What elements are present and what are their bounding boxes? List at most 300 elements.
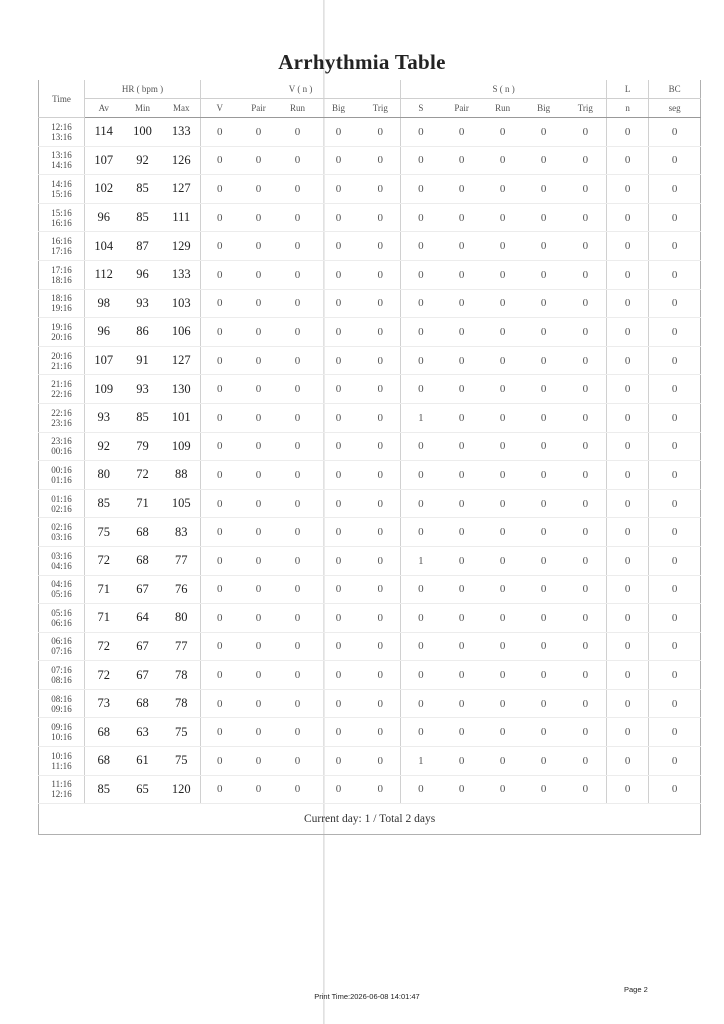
value-cell: 0 <box>201 403 239 432</box>
value-cell: 0 <box>361 260 401 289</box>
value-cell: 93 <box>85 403 123 432</box>
value-cell: 129 <box>163 232 201 261</box>
value-cell: 78 <box>163 689 201 718</box>
value-cell: 0 <box>279 604 317 633</box>
time-start: 22:16 <box>51 407 72 418</box>
value-cell: 0 <box>239 546 279 575</box>
value-cell: 0 <box>441 375 483 404</box>
time-end: 09:16 <box>51 703 72 714</box>
value-cell: 0 <box>649 232 701 261</box>
value-cell: 0 <box>607 203 649 232</box>
time-end: 10:16 <box>51 732 72 743</box>
value-cell: 0 <box>483 518 523 547</box>
subheader-av-0: Av <box>85 99 123 118</box>
time-range-cell <box>39 318 85 347</box>
value-cell: 0 <box>649 375 701 404</box>
value-cell: 112 <box>85 260 123 289</box>
time-range-cell <box>39 375 85 404</box>
value-cell: 0 <box>201 118 239 147</box>
value-cell: 0 <box>523 546 565 575</box>
value-cell: 0 <box>361 546 401 575</box>
time-start: 21:16 <box>51 379 72 390</box>
table-row <box>39 403 701 432</box>
time-start: 08:16 <box>51 693 72 704</box>
value-cell: 0 <box>401 432 441 461</box>
value-cell: 92 <box>123 146 163 175</box>
value-cell: 0 <box>523 118 565 147</box>
value-cell: 1 <box>401 546 441 575</box>
value-cell: 0 <box>279 689 317 718</box>
value-cell: 0 <box>565 432 607 461</box>
value-cell: 76 <box>163 575 201 604</box>
value-cell: 0 <box>649 546 701 575</box>
time-range-cell <box>39 232 85 261</box>
value-cell: 0 <box>483 289 523 318</box>
value-cell: 0 <box>317 403 361 432</box>
value-cell: 0 <box>565 575 607 604</box>
value-cell: 0 <box>523 260 565 289</box>
time-start: 11:16 <box>51 779 72 790</box>
value-cell: 0 <box>523 318 565 347</box>
value-cell: 0 <box>441 203 483 232</box>
time-range-cell <box>39 575 85 604</box>
value-cell: 92 <box>85 432 123 461</box>
value-cell: 130 <box>163 375 201 404</box>
value-cell: 0 <box>401 632 441 661</box>
table-header <box>39 80 701 118</box>
value-cell: 73 <box>85 689 123 718</box>
value-cell: 0 <box>483 346 523 375</box>
value-cell: 0 <box>317 232 361 261</box>
value-cell: 96 <box>85 318 123 347</box>
value-cell: 0 <box>607 118 649 147</box>
table-row <box>39 432 701 461</box>
value-cell: 88 <box>163 461 201 490</box>
value-cell: 0 <box>361 318 401 347</box>
value-cell: 0 <box>401 604 441 633</box>
time-range-cell <box>39 747 85 776</box>
value-cell: 83 <box>163 518 201 547</box>
time-start: 19:16 <box>51 321 72 332</box>
value-cell: 0 <box>607 232 649 261</box>
value-cell: 0 <box>441 747 483 776</box>
value-cell: 0 <box>565 232 607 261</box>
value-cell: 0 <box>607 432 649 461</box>
value-cell: 0 <box>523 232 565 261</box>
value-cell: 0 <box>401 375 441 404</box>
time-start: 05:16 <box>51 607 72 618</box>
header-bc-group: BC <box>649 80 701 99</box>
value-cell: 0 <box>239 175 279 204</box>
value-cell: 75 <box>85 518 123 547</box>
time-end: 07:16 <box>51 646 72 657</box>
value-cell: 0 <box>239 747 279 776</box>
table-row <box>39 661 701 690</box>
time-start: 16:16 <box>51 236 72 247</box>
time-range-cell <box>39 118 85 147</box>
value-cell: 0 <box>483 489 523 518</box>
table-row <box>39 232 701 261</box>
value-cell: 0 <box>201 461 239 490</box>
value-cell: 0 <box>201 375 239 404</box>
value-cell: 0 <box>401 260 441 289</box>
value-cell: 0 <box>607 775 649 804</box>
value-cell: 0 <box>565 489 607 518</box>
value-cell: 0 <box>239 203 279 232</box>
time-end: 20:16 <box>51 331 72 342</box>
value-cell: 0 <box>565 747 607 776</box>
value-cell: 0 <box>483 432 523 461</box>
time-end: 17:16 <box>51 246 72 257</box>
time-end: 11:16 <box>51 760 72 771</box>
value-cell: 0 <box>239 632 279 661</box>
value-cell: 0 <box>565 118 607 147</box>
value-cell: 64 <box>123 604 163 633</box>
value-cell: 91 <box>123 346 163 375</box>
time-range-cell <box>39 546 85 575</box>
table-row <box>39 718 701 747</box>
value-cell: 1 <box>401 747 441 776</box>
time-range-cell <box>39 632 85 661</box>
table-row <box>39 604 701 633</box>
value-cell: 0 <box>607 747 649 776</box>
value-cell: 0 <box>523 775 565 804</box>
value-cell: 0 <box>607 146 649 175</box>
value-cell: 0 <box>361 289 401 318</box>
value-cell: 0 <box>279 318 317 347</box>
value-cell: 0 <box>361 632 401 661</box>
time-range-cell <box>39 461 85 490</box>
table-row <box>39 289 701 318</box>
value-cell: 0 <box>483 203 523 232</box>
subheader-s-8: S <box>401 99 441 118</box>
value-cell: 0 <box>607 375 649 404</box>
time-end: 06:16 <box>51 617 72 628</box>
value-cell: 0 <box>317 604 361 633</box>
value-cell: 0 <box>201 747 239 776</box>
value-cell: 72 <box>123 461 163 490</box>
value-cell: 0 <box>279 775 317 804</box>
value-cell: 0 <box>361 346 401 375</box>
value-cell: 0 <box>649 260 701 289</box>
value-cell: 0 <box>279 289 317 318</box>
table-row <box>39 146 701 175</box>
value-cell: 0 <box>361 146 401 175</box>
page-title: Arrhythmia Table <box>278 50 446 74</box>
time-end: 12:16 <box>51 789 72 800</box>
value-cell: 77 <box>163 632 201 661</box>
value-cell: 0 <box>317 489 361 518</box>
value-cell: 0 <box>565 604 607 633</box>
value-cell: 0 <box>401 689 441 718</box>
value-cell: 0 <box>441 403 483 432</box>
time-end: 04:16 <box>51 560 72 571</box>
table-row <box>39 747 701 776</box>
value-cell: 0 <box>483 118 523 147</box>
time-end: 15:16 <box>51 188 72 199</box>
value-cell: 0 <box>317 747 361 776</box>
value-cell: 0 <box>401 289 441 318</box>
value-cell: 0 <box>441 175 483 204</box>
value-cell: 0 <box>565 203 607 232</box>
value-cell: 0 <box>649 518 701 547</box>
value-cell: 0 <box>523 747 565 776</box>
value-cell: 98 <box>85 289 123 318</box>
value-cell: 0 <box>361 203 401 232</box>
value-cell: 0 <box>201 604 239 633</box>
value-cell: 0 <box>441 260 483 289</box>
value-cell: 0 <box>401 718 441 747</box>
table-row <box>39 203 701 232</box>
value-cell: 86 <box>123 318 163 347</box>
table-row <box>39 260 701 289</box>
value-cell: 0 <box>279 518 317 547</box>
time-range-cell <box>39 775 85 804</box>
value-cell: 0 <box>401 175 441 204</box>
value-cell: 0 <box>279 546 317 575</box>
value-cell: 75 <box>163 718 201 747</box>
value-cell: 104 <box>85 232 123 261</box>
value-cell: 0 <box>565 260 607 289</box>
value-cell: 0 <box>361 518 401 547</box>
value-cell: 0 <box>317 203 361 232</box>
value-cell: 0 <box>607 604 649 633</box>
value-cell: 93 <box>123 289 163 318</box>
value-cell: 0 <box>649 489 701 518</box>
value-cell: 0 <box>523 432 565 461</box>
value-cell: 0 <box>239 775 279 804</box>
value-cell: 0 <box>401 346 441 375</box>
value-cell: 111 <box>163 203 201 232</box>
value-cell: 0 <box>441 661 483 690</box>
value-cell: 0 <box>279 747 317 776</box>
value-cell: 67 <box>123 632 163 661</box>
value-cell: 0 <box>317 346 361 375</box>
value-cell: 0 <box>317 318 361 347</box>
value-cell: 72 <box>85 632 123 661</box>
value-cell: 0 <box>649 118 701 147</box>
value-cell: 0 <box>317 575 361 604</box>
time-start: 13:16 <box>51 150 72 161</box>
value-cell: 0 <box>239 318 279 347</box>
value-cell: 0 <box>201 489 239 518</box>
value-cell: 0 <box>565 289 607 318</box>
value-cell: 0 <box>483 146 523 175</box>
value-cell: 0 <box>317 661 361 690</box>
table-row <box>39 546 701 575</box>
value-cell: 0 <box>607 661 649 690</box>
value-cell: 0 <box>607 461 649 490</box>
value-cell: 109 <box>85 375 123 404</box>
value-cell: 0 <box>441 318 483 347</box>
value-cell: 0 <box>201 346 239 375</box>
value-cell: 63 <box>123 718 163 747</box>
value-cell: 0 <box>565 461 607 490</box>
value-cell: 0 <box>317 461 361 490</box>
value-cell: 0 <box>649 604 701 633</box>
value-cell: 0 <box>279 661 317 690</box>
value-cell: 0 <box>401 775 441 804</box>
value-cell: 93 <box>123 375 163 404</box>
value-cell: 0 <box>239 232 279 261</box>
subheader-run-10: Run <box>483 99 523 118</box>
value-cell: 0 <box>361 403 401 432</box>
value-cell: 0 <box>523 461 565 490</box>
header-l-group: L <box>607 80 649 99</box>
time-start: 17:16 <box>51 264 72 275</box>
value-cell: 0 <box>607 575 649 604</box>
time-start: 00:16 <box>51 464 72 475</box>
value-cell: 0 <box>279 232 317 261</box>
time-end: 22:16 <box>51 389 72 400</box>
value-cell: 72 <box>85 546 123 575</box>
time-end: 21:16 <box>51 360 72 371</box>
value-cell: 0 <box>279 146 317 175</box>
value-cell: 0 <box>441 118 483 147</box>
value-cell: 0 <box>361 118 401 147</box>
value-cell: 0 <box>565 146 607 175</box>
table-row <box>39 489 701 518</box>
value-cell: 0 <box>201 289 239 318</box>
time-range-cell <box>39 203 85 232</box>
header-s-group: S ( n ) <box>401 80 607 99</box>
value-cell: 0 <box>201 203 239 232</box>
value-cell: 65 <box>123 775 163 804</box>
value-cell: 0 <box>201 775 239 804</box>
time-range-cell <box>39 518 85 547</box>
value-cell: 0 <box>649 632 701 661</box>
table-row <box>39 346 701 375</box>
value-cell: 0 <box>441 604 483 633</box>
value-cell: 0 <box>441 146 483 175</box>
value-cell: 80 <box>163 604 201 633</box>
page-number: Page 2 <box>624 985 648 994</box>
value-cell: 0 <box>317 146 361 175</box>
day-indicator: Current day: 1 / Total 2 days <box>39 804 701 835</box>
subheader-min-1: Min <box>123 99 163 118</box>
value-cell: 0 <box>649 403 701 432</box>
value-cell: 0 <box>361 432 401 461</box>
value-cell: 0 <box>649 432 701 461</box>
value-cell: 0 <box>317 689 361 718</box>
value-cell: 0 <box>565 661 607 690</box>
value-cell: 0 <box>649 146 701 175</box>
value-cell: 103 <box>163 289 201 318</box>
time-end: 05:16 <box>51 589 72 600</box>
value-cell: 96 <box>85 203 123 232</box>
value-cell: 0 <box>523 403 565 432</box>
value-cell: 0 <box>441 518 483 547</box>
value-cell: 0 <box>607 689 649 718</box>
value-cell: 0 <box>239 718 279 747</box>
time-start: 04:16 <box>51 579 72 590</box>
value-cell: 0 <box>239 489 279 518</box>
value-cell: 0 <box>483 232 523 261</box>
time-range-cell <box>39 175 85 204</box>
value-cell: 0 <box>441 775 483 804</box>
value-cell: 0 <box>239 346 279 375</box>
table-row <box>39 375 701 404</box>
value-cell: 0 <box>649 461 701 490</box>
value-cell: 0 <box>361 604 401 633</box>
value-cell: 0 <box>649 775 701 804</box>
value-cell: 0 <box>523 375 565 404</box>
time-range-cell <box>39 489 85 518</box>
value-cell: 72 <box>85 661 123 690</box>
value-cell: 0 <box>317 632 361 661</box>
value-cell: 0 <box>483 747 523 776</box>
value-cell: 0 <box>523 489 565 518</box>
value-cell: 0 <box>317 175 361 204</box>
value-cell: 77 <box>163 546 201 575</box>
value-cell: 96 <box>123 260 163 289</box>
value-cell: 0 <box>565 689 607 718</box>
time-start: 02:16 <box>51 522 72 533</box>
value-cell: 0 <box>649 203 701 232</box>
value-cell: 0 <box>649 289 701 318</box>
table-row <box>39 775 701 804</box>
value-cell: 0 <box>361 232 401 261</box>
value-cell: 71 <box>123 489 163 518</box>
time-end: 19:16 <box>51 303 72 314</box>
time-range-cell <box>39 604 85 633</box>
value-cell: 85 <box>123 403 163 432</box>
value-cell: 0 <box>441 489 483 518</box>
value-cell: 0 <box>483 175 523 204</box>
value-cell: 0 <box>279 260 317 289</box>
value-cell: 0 <box>649 175 701 204</box>
subheader-max-2: Max <box>163 99 201 118</box>
subheader-pair-4: Pair <box>239 99 279 118</box>
table-row <box>39 575 701 604</box>
time-start: 14:16 <box>51 178 72 189</box>
value-cell: 0 <box>565 175 607 204</box>
value-cell: 0 <box>441 546 483 575</box>
value-cell: 85 <box>85 489 123 518</box>
value-cell: 0 <box>317 260 361 289</box>
subheader-trig-12: Trig <box>565 99 607 118</box>
value-cell: 68 <box>123 689 163 718</box>
value-cell: 0 <box>523 718 565 747</box>
value-cell: 0 <box>401 146 441 175</box>
time-start: 07:16 <box>51 665 72 676</box>
value-cell: 0 <box>483 689 523 718</box>
value-cell: 68 <box>123 518 163 547</box>
value-cell: 0 <box>239 461 279 490</box>
time-range-cell <box>39 661 85 690</box>
value-cell: 0 <box>239 432 279 461</box>
value-cell: 68 <box>85 718 123 747</box>
value-cell: 0 <box>201 146 239 175</box>
table-row <box>39 518 701 547</box>
value-cell: 0 <box>361 489 401 518</box>
time-start: 20:16 <box>51 350 72 361</box>
value-cell: 0 <box>483 775 523 804</box>
value-cell: 0 <box>401 203 441 232</box>
value-cell: 0 <box>441 346 483 375</box>
value-cell: 0 <box>201 718 239 747</box>
time-range-cell <box>39 432 85 461</box>
value-cell: 0 <box>401 575 441 604</box>
value-cell: 0 <box>483 260 523 289</box>
value-cell: 0 <box>607 346 649 375</box>
header-v-group: V ( n ) <box>201 80 401 99</box>
value-cell: 0 <box>483 461 523 490</box>
value-cell: 0 <box>317 718 361 747</box>
value-cell: 0 <box>523 146 565 175</box>
value-cell: 0 <box>649 747 701 776</box>
value-cell: 85 <box>85 775 123 804</box>
